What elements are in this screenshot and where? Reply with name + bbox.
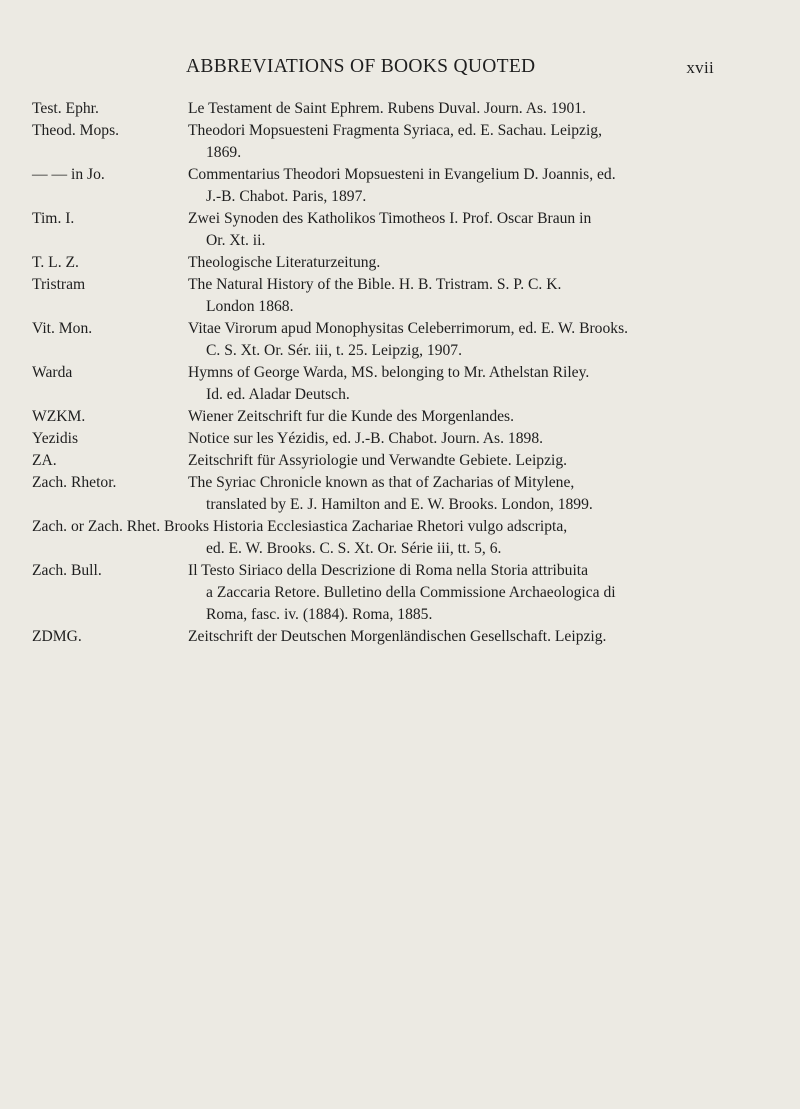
abbreviation-description bbox=[188, 98, 684, 120]
abbreviation-entry bbox=[0, 120, 800, 164]
description-line: 1869. bbox=[206, 144, 242, 161]
description-line: Hymns of George Warda, MS. belonging to Mr. Athelstan Riley. bbox=[188, 364, 590, 381]
abbreviation-term: WZKM. bbox=[32, 408, 86, 425]
abbreviation-term: Theod. Mops. bbox=[32, 122, 120, 139]
abbreviation-term: Tristram bbox=[32, 276, 86, 293]
description-line: C. S. Xt. Or. Sér. iii, t. 25. Leipzig, 1907. bbox=[206, 342, 462, 359]
abbreviation-entry bbox=[0, 362, 800, 406]
description-line: Zeitschrift für Assyriologie und Verwandte Gebiete. Leipzig. bbox=[188, 452, 568, 469]
abbreviation-description bbox=[188, 428, 684, 450]
description-line: London 1868. bbox=[206, 298, 294, 315]
abbreviation-entry bbox=[0, 472, 800, 516]
abbreviation-entry bbox=[0, 274, 800, 318]
description-line: a Zaccaria Retore. Bulletino della Commissione Archaeologica di bbox=[206, 584, 616, 601]
description-line: Theologische Literaturzeitung. bbox=[188, 254, 381, 271]
abbreviation-entry bbox=[0, 208, 800, 252]
abbreviation-description bbox=[188, 362, 684, 406]
description-line: Commentarius Theodori Mopsuesteni in Evangelium D. Joannis, ed. bbox=[188, 166, 616, 183]
description-line: Roma, fasc. iv. (1884). Roma, 1885. bbox=[206, 606, 433, 623]
abbreviation-entry bbox=[0, 626, 800, 648]
abbreviation-term: T. L. Z. bbox=[32, 254, 79, 271]
description-line: Vitae Virorum apud Monophysitas Celeberrimorum, ed. E. W. Brooks. bbox=[188, 320, 629, 337]
abbreviation-entry bbox=[0, 428, 800, 450]
abbreviation-description bbox=[188, 208, 684, 252]
abbreviation-entry-zach-rhet-brooks bbox=[0, 516, 800, 560]
abbreviation-description bbox=[188, 560, 684, 626]
description-line: Zwei Synoden des Katholikos Timotheos I. Prof. Oscar Braun in bbox=[188, 210, 592, 227]
abbreviation-entry bbox=[0, 450, 800, 472]
abbreviation-entry bbox=[0, 98, 800, 120]
abbreviation-description bbox=[188, 274, 684, 318]
abbreviation-description bbox=[188, 318, 684, 362]
description-line: The Syriac Chronicle known as that of Zacharias of Mitylene, bbox=[188, 474, 575, 491]
abbreviation-entry bbox=[0, 560, 800, 626]
abbreviation-entry bbox=[0, 406, 800, 428]
abbreviation-description bbox=[188, 120, 684, 164]
abbreviation-term: Zach. Rhetor. bbox=[32, 474, 117, 491]
description-line: Or. Xt. ii. bbox=[206, 232, 266, 249]
description-line: Wiener Zeitschrift fur die Kunde des Morgenlandes. bbox=[188, 408, 515, 425]
description-line: Zach. or Zach. Rhet. Brooks Historia Ecclesiastica Zachariae Rhetori vulgo adscripta, bbox=[32, 518, 568, 535]
abbreviation-term: Zach. Bull. bbox=[32, 562, 102, 579]
description-line: Le Testament de Saint Ephrem. Rubens Duval. Journ. As. 1901. bbox=[188, 100, 586, 117]
abbreviation-term: Tim. I. bbox=[32, 210, 75, 227]
abbreviation-term: Test. Ephr. bbox=[32, 100, 99, 117]
description-line: Zeitschrift der Deutschen Morgenländischen Gesellschaft. Leipzig. bbox=[188, 628, 607, 645]
header-title: ABBREVIATIONS OF BOOKS QUOTED bbox=[186, 56, 536, 77]
abbreviation-description bbox=[188, 406, 684, 428]
abbreviation-description bbox=[188, 626, 684, 648]
description-line: Notice sur les Yézidis, ed. J.-B. Chabot. Journ. As. 1898. bbox=[188, 430, 544, 447]
abbreviation-term: ZA. bbox=[32, 452, 57, 469]
abbreviation-description bbox=[188, 472, 684, 516]
description-line: ed. E. W. Brooks. C. S. Xt. Or. Série iii, tt. 5, 6. bbox=[206, 540, 502, 557]
abbreviation-description bbox=[188, 252, 684, 274]
description-line: translated by E. J. Hamilton and E. W. Brooks. London, 1899. bbox=[206, 496, 593, 513]
abbreviation-description bbox=[188, 450, 684, 472]
abbreviation-term: Yezidis bbox=[32, 430, 79, 447]
abbreviation-entry bbox=[0, 164, 800, 208]
running-header bbox=[0, 52, 800, 82]
abbreviation-term: — — in Jo. bbox=[32, 166, 105, 183]
description-line: The Natural History of the Bible. H. B. Tristram. S. P. C. K. bbox=[188, 276, 562, 293]
abbreviation-list bbox=[0, 98, 800, 648]
abbreviation-description bbox=[188, 164, 684, 208]
abbreviation-term: ZDMG. bbox=[32, 628, 82, 645]
abbreviation-term: Warda bbox=[32, 364, 73, 381]
abbreviation-entry bbox=[0, 252, 800, 274]
description-line: Il Testo Siriaco della Descrizione di Roma nella Storia attribuita bbox=[188, 562, 589, 579]
page-number: xvii bbox=[686, 58, 714, 77]
description-line: Id. ed. Aladar Deutsch. bbox=[206, 386, 350, 403]
description-line: J.-B. Chabot. Paris, 1897. bbox=[206, 188, 367, 205]
abbreviation-entry bbox=[0, 318, 800, 362]
abbreviation-term: Vit. Mon. bbox=[32, 320, 93, 337]
description-line: Theodori Mopsuesteni Fragmenta Syriaca, ed. E. Sachau. Leipzig, bbox=[188, 122, 602, 139]
